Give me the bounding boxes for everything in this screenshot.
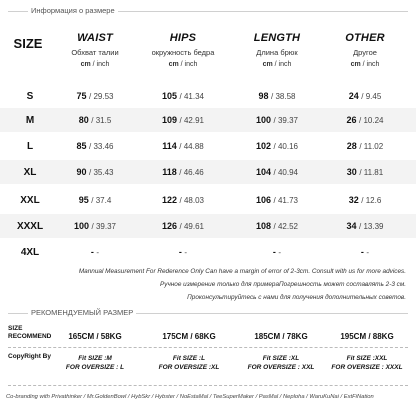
unit-cm: cm (262, 61, 273, 68)
cell-inch: / 49.61 (179, 222, 204, 231)
cell-cm: 80 (78, 115, 89, 125)
cell-other (324, 247, 406, 257)
recommend-fit-165 (54, 354, 136, 372)
table-row-xxl (0, 188, 416, 212)
unit-cm: cm (80, 61, 91, 68)
row-size-label: 4XL (20, 247, 40, 258)
cell-inch: / 40.94 (273, 168, 298, 177)
unit-cm: cm (350, 61, 361, 68)
unit-inch: / inch (92, 61, 110, 68)
column-subtitle: Длина брюк (256, 48, 298, 57)
cell-cm: - (178, 247, 182, 257)
cell-cm: 28 (346, 141, 357, 151)
cell-inch: / 38.58 (271, 92, 296, 101)
row-size-label: M (25, 115, 35, 126)
divider-line (8, 347, 408, 348)
column-header-waist (54, 32, 136, 68)
cell-inch: / 41.34 (179, 92, 204, 101)
cell-hips (142, 115, 224, 125)
cell-cm: 100 (255, 115, 272, 125)
cell-cm: 100 (73, 221, 90, 231)
size-info-title: Информация о размере (28, 6, 118, 15)
cell-length (236, 195, 318, 205)
cell-hips (142, 247, 224, 257)
cell-length (236, 115, 318, 125)
recommend-item-185 (240, 332, 322, 341)
cell-hips (142, 195, 224, 205)
oversize-fit: FOR OVERSIZE :XL (158, 364, 220, 371)
unit-cm: cm (168, 61, 179, 68)
cell-waist (54, 195, 136, 205)
row-size-label: S (26, 91, 34, 102)
fit-size: Fit SIZE :XL (262, 355, 300, 362)
cell-inch: / 13.39 (359, 222, 384, 231)
cell-cm: 26 (346, 115, 357, 125)
cell-inch: / 42.91 (179, 116, 204, 125)
cell-waist (54, 91, 136, 101)
cell-other (324, 221, 406, 231)
table-row-m (0, 108, 416, 132)
table-row-xxxl (0, 214, 416, 238)
measurement-note-ru-1: Ручное измерение только для примераПогрешность может составлять 2-3 см. (160, 281, 406, 288)
column-title: WAIST (77, 32, 113, 44)
fit-size: Fit SIZE :L (172, 355, 206, 362)
size-recommend-label (8, 325, 51, 341)
cell-inch: - (96, 248, 100, 257)
cell-cm: - (90, 247, 94, 257)
cell-inch: - (366, 248, 370, 257)
cell-inch: / 39.37 (273, 116, 298, 125)
oversize-fit: FOR OVERSIZE : L (65, 364, 125, 371)
recommend-item-165 (54, 332, 136, 341)
cell-cm: 75 (76, 91, 87, 101)
cell-inch: / 29.53 (89, 92, 114, 101)
measurement-note-en: Mannual Measurement For Rederence Only Can have a margin of error of 2-3cm. Consult with us for more advices. (78, 268, 406, 275)
table-row-l (0, 134, 416, 158)
cell-hips (142, 91, 224, 101)
recommend-fit-175 (148, 354, 230, 372)
row-size-label: XXL (20, 195, 40, 206)
cell-inch: / 41.73 (273, 196, 298, 205)
cell-other (324, 141, 406, 151)
cell-inch: / 46.46 (179, 168, 204, 177)
size-label: SIZE (8, 325, 23, 332)
copyright-label: CopyRight By (8, 353, 51, 360)
cell-cm: - (360, 247, 364, 257)
cell-other (324, 115, 406, 125)
column-header-length (236, 32, 318, 68)
column-title: HIPS (169, 32, 197, 44)
cell-cm: 90 (76, 167, 87, 177)
cell-inch: / 37.4 (91, 196, 112, 205)
cell-cm: 85 (76, 141, 87, 151)
column-subtitle: Обхват талии (71, 48, 119, 57)
column-title: LENGTH (253, 32, 301, 44)
cell-inch: / 35.43 (89, 168, 114, 177)
cell-inch: / 10.24 (359, 116, 384, 125)
oversize-fit: FOR OVERSIZE : XXL (247, 364, 315, 371)
cell-cm: 108 (255, 221, 272, 231)
cell-cm: 109 (161, 115, 178, 125)
height-weight: 165CM / 58KG (68, 332, 122, 341)
column-header-other (324, 32, 406, 68)
cell-cm: 118 (162, 167, 177, 177)
cell-length (236, 141, 318, 151)
measurement-note-ru-2: Проконсультируйтесь с нами для получения дополнительных советов. (187, 294, 406, 301)
recommend-item-195 (326, 332, 408, 341)
divider-line (8, 385, 408, 386)
cell-inch: / 42.52 (273, 222, 298, 231)
row-size-label: L (26, 141, 34, 152)
cell-inch: / 39.37 (91, 222, 116, 231)
cell-cm: 30 (346, 167, 357, 177)
cell-inch: / 48.03 (179, 196, 204, 205)
cell-inch: / 44.88 (179, 142, 204, 151)
cell-inch: / 40.16 (273, 142, 298, 151)
unit-inch: / inch (180, 61, 198, 68)
table-row-s (0, 84, 416, 108)
height-weight: 175CM / 68KG (162, 332, 216, 341)
cell-other (324, 167, 406, 177)
cell-inch: / 9.45 (361, 92, 382, 101)
column-title: OTHER (345, 32, 385, 44)
fit-size: Fit SIZE :M (78, 355, 112, 362)
table-row-4xl (0, 240, 416, 264)
cell-length (236, 91, 318, 101)
cell-cm: 114 (162, 141, 177, 151)
fit-size: Fit SIZE :XXL (346, 355, 388, 362)
cell-cm: 24 (348, 91, 359, 101)
cell-waist (54, 221, 136, 231)
recommend-label: RECOMMEND (8, 333, 52, 340)
cell-hips (142, 167, 224, 177)
recommend-fit-195 (326, 354, 408, 372)
cell-inch: / 11.81 (359, 168, 384, 177)
cell-cm: 104 (255, 167, 272, 177)
column-subtitle: Другое (353, 48, 377, 57)
recommend-title: РЕКОМЕНДУЕМЫЙ РАЗМЕР (28, 308, 136, 317)
table-row-xl (0, 160, 416, 184)
cell-waist (54, 115, 136, 125)
cell-other (324, 195, 406, 205)
height-weight: 195CM / 88KG (340, 332, 394, 341)
cell-cm: 34 (346, 221, 357, 231)
cell-length (236, 167, 318, 177)
cell-inch: / 31.5 (91, 116, 112, 125)
row-size-label: XXXL (16, 221, 44, 232)
cell-cm: 126 (161, 221, 178, 231)
cell-cm: - (272, 247, 276, 257)
cell-waist (54, 247, 136, 257)
cell-cm: 32 (348, 195, 359, 205)
cell-hips (142, 141, 224, 151)
cell-inch: / 12.6 (361, 196, 382, 205)
co-branding-footer: Co-branding with Privathinker / Mr.GoldenBowl / HybSkr / Hybster / NoEstaMal / TeeSuperMaker / PasMal / Neploha / WaruKuNai / ExtFiNation (6, 394, 374, 400)
cell-inch: - (278, 248, 282, 257)
cell-cm: 106 (255, 195, 272, 205)
cell-cm: 105 (161, 91, 178, 101)
oversize-fit: FOR OVERSIZE : XXXL (331, 364, 403, 371)
size-column-header: SIZE (13, 36, 43, 51)
cell-inch: / 11.02 (359, 142, 384, 151)
height-weight: 185CM / 78KG (254, 332, 308, 341)
cell-cm: 95 (78, 195, 89, 205)
cell-inch: / 33.46 (89, 142, 114, 151)
cell-hips (142, 221, 224, 231)
cell-cm: 102 (255, 141, 272, 151)
cell-cm: 98 (258, 91, 269, 101)
unit-inch: / inch (274, 61, 292, 68)
unit-inch: / inch (362, 61, 380, 68)
cell-inch: - (184, 248, 188, 257)
cell-waist (54, 141, 136, 151)
column-header-hips (142, 32, 224, 68)
cell-cm: 122 (161, 195, 178, 205)
cell-waist (54, 167, 136, 177)
recommend-fit-185 (240, 354, 322, 372)
row-size-label: XL (23, 167, 37, 178)
cell-other (324, 91, 406, 101)
cell-length (236, 221, 318, 231)
column-subtitle: окружность бедра (151, 48, 215, 57)
recommend-item-175 (148, 332, 230, 341)
cell-length (236, 247, 318, 257)
